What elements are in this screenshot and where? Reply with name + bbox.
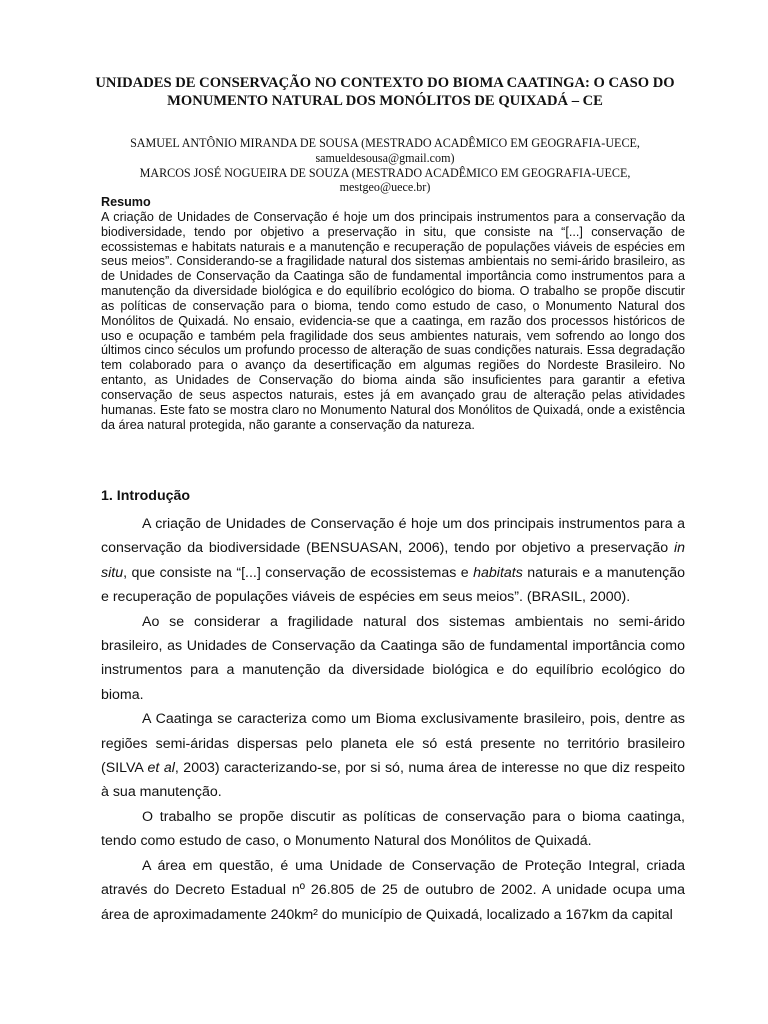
intro-paragraph-3: A Caatinga se caracteriza como um Bioma exclusivamente brasileiro, pois, dentre as regiões semi-áridas dispersas pelo planeta ele só está presente no território brasileiro (SILVA et al, 2003) caracterizando-se, por si só, numa área de interesse no que diz respeito à sua manutenção. — [101, 711, 685, 801]
introduction-body — [101, 512, 685, 927]
intro-paragraph-2: Ao se considerar a fragilidade natural dos sistemas ambientais no semi-árido brasileiro, as Unidades de Conservação da Caatinga são de fundamental importância como instrumentos para a manutenção da diversidade biológica e do equilíbrio ecológico do bioma. — [101, 613, 685, 703]
author-block — [80, 136, 690, 195]
intro-paragraph-4: O trabalho se propõe discutir as políticas de conservação para o bioma caatinga, tendo como estudo de caso, o Monumento Natural dos Monólitos de Quixadá. — [101, 808, 685, 850]
title-line-1: UNIDADES DE CONSERVAÇÃO NO CONTEXTO DO BIOMA CAATINGA: O CASO DO — [95, 75, 675, 91]
abstract-heading: Resumo — [101, 195, 151, 209]
intro-paragraph-1: A criação de Unidades de Conservação é hoje um dos principais instrumentos para a conservação da biodiversidade (BENSUASAN, 2006), tendo por objetivo a preservação in situ, que consiste na “[...] conservação de ecossistemas e habitats naturais e a manutenção e recuperação de populações viáveis de espécies em seus meios”. (BRASIL, 2000). — [101, 516, 685, 606]
abstract-text: A criação de Unidades de Conservação é hoje um dos principais instrumentos para a conservação da biodiversidade, tendo por objetivo a preservação in situ, que consiste na “[...] conservação de ecossistemas e habitats naturais e a manutenção e recuperação de populações viáveis de espécies em seus meios”. Considerando-se a fragilidade natural dos sistemas ambientais no semi-árido brasileiro, as de Unidades de Conservação da Caatinga são de fundamental importância como instrumentos para a manutenção da diversidade biológica e do equilíbrio ecológico do bioma. O trabalho se propõe discutir as políticas de conservação para o bioma, tendo como estudo de caso, o Monumento Natural dos Monólitos de Quixadá. No ensaio, evidencia-se que a caatinga, em razão dos processos históricos de uso e ocupação e também pela fragilidade dos seus ambientes naturais, vem sofrendo ao longo dos últimos cinco séculos um profundo processo de alteração de suas condições naturais. Essa degradação tem colaborado para o avanço da desertificação em algumas regiões do Nordeste Brasileiro. No entanto, as Unidades de Conservação do bioma ainda são insuficientes para garantir a efetiva conservação de seus aspectos naturais, estes já em avançado grau de alteração pelas atividades humanas. Este fato se mostra claro no Monumento Natural dos Monólitos de Quixadá, onde a existência da área natural protegida, não garante a conservação da natureza. — [101, 209, 685, 432]
author-1-affiliation: SAMUEL ANTÔNIO MIRANDA DE SOUSA (MESTRADO ACADÊMICO EM GEOGRAFIA-UECE, — [130, 136, 640, 150]
section-heading-introduction: 1. Introdução — [101, 488, 191, 504]
abstract — [101, 195, 685, 433]
author-2-affiliation: MARCOS JOSÉ NOGUEIRA DE SOUZA (MESTRADO ACADÊMICO EM GEOGRAFIA-UECE, — [139, 165, 631, 180]
title-line-2: MONUMENTO NATURAL DOS MONÓLITOS DE QUIXADÁ – CE — [167, 93, 603, 109]
paper-title — [90, 74, 680, 110]
intro-paragraph-5: A área em questão, é uma Unidade de Conservação de Proteção Integral, criada através do Decreto Estadual nº 26.805 de 25 de outubro de 2002. A unidade ocupa uma área de aproximadamente 240km² do município de Quixadá, localizado a 167km da capital — [101, 857, 685, 923]
author-2-email: mestgeo@uece.br) — [339, 180, 431, 195]
author-1-email: samueldesousa@gmail.com) — [315, 150, 455, 165]
